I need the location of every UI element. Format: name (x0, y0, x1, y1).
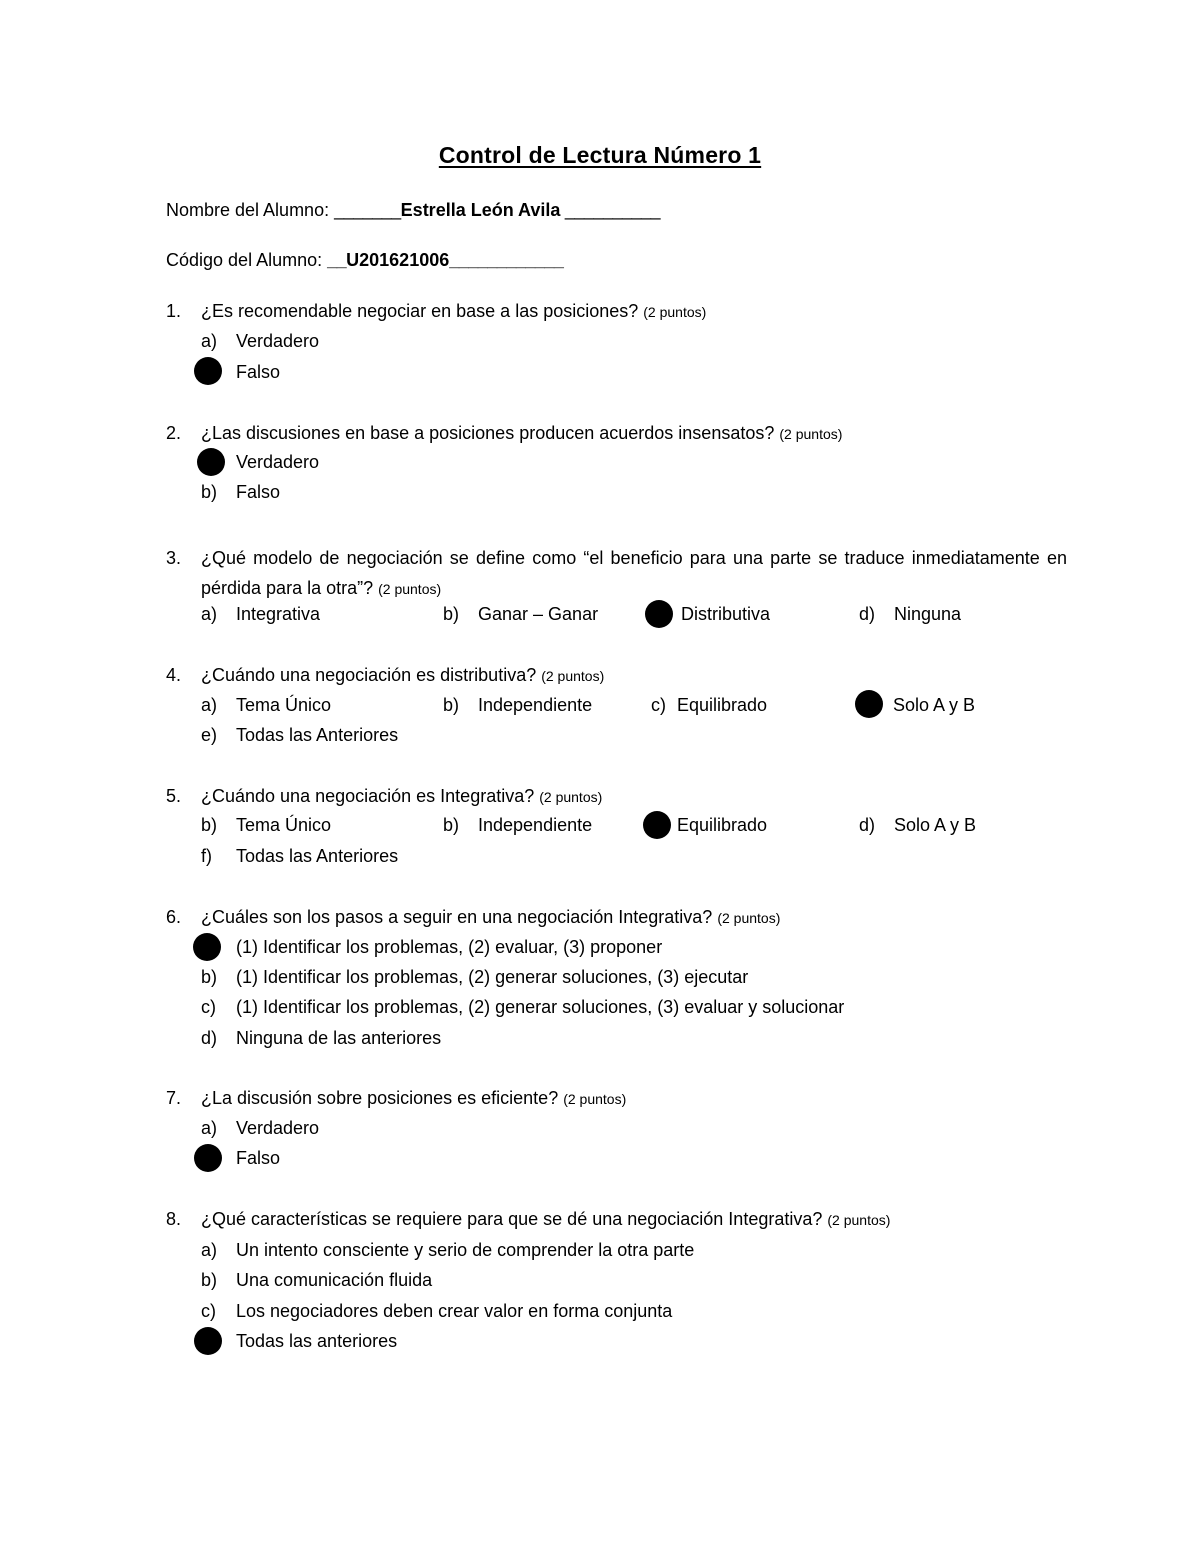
question-text: ¿Es recomendable negociar en base a las posiciones? (201, 301, 644, 321)
option-letter: b) (201, 1270, 218, 1290)
question-4 (166, 664, 604, 687)
student-code-field (166, 250, 563, 271)
question-6 (166, 906, 780, 929)
student-name-field (166, 200, 660, 221)
q6-option-a[interactable] (201, 936, 662, 958)
q5-option-e[interactable] (201, 845, 398, 867)
question-text: ¿Cuándo una negociación es distributiva? (201, 665, 542, 685)
option-text: Una comunicación fluida (236, 1270, 433, 1290)
student-name-underline: _______ (334, 200, 401, 220)
q3-option-b[interactable] (443, 603, 598, 625)
option-text: Falso (236, 1148, 281, 1168)
question-8 (166, 1208, 890, 1231)
question-text: ¿Cuáles son los pasos a seguir en una negociación Integrativa? (201, 907, 718, 927)
option-text: Solo A y B (894, 815, 977, 835)
option-letter: a) (201, 331, 218, 351)
student-code-label: Código del Alumno: (166, 250, 328, 270)
question-7 (166, 1087, 626, 1110)
question-points: (2 puntos) (541, 668, 605, 684)
option-letter: f) (201, 846, 212, 866)
student-name-label: Nombre del Alumno: (166, 200, 335, 220)
option-text: Verdadero (236, 1118, 320, 1138)
question-points: (2 puntos) (717, 910, 781, 926)
option-letter: b) (201, 967, 218, 987)
question-points: (2 puntos) (539, 789, 603, 805)
student-code-underline: __ (327, 250, 347, 270)
q2-option-a[interactable] (201, 451, 319, 473)
q8-option-b[interactable] (201, 1269, 432, 1291)
option-letter: b) (443, 695, 460, 715)
question-text: ¿La discusión sobre posiciones es eficiente? (201, 1088, 564, 1108)
q4-option-c[interactable] (651, 694, 767, 716)
option-text: (1) Identificar los problemas, (2) generar soluciones, (3) ejecutar (236, 967, 749, 987)
option-letter: d) (859, 815, 876, 835)
question-points: (2 puntos) (563, 1091, 627, 1107)
question-number: 4. (166, 665, 182, 685)
q7-option-a[interactable] (201, 1117, 319, 1139)
q3-option-c[interactable] (681, 603, 770, 625)
question-number: 2. (166, 423, 182, 443)
option-text: Tema Único (236, 695, 332, 715)
question-number: 5. (166, 786, 182, 806)
option-text: Verdadero (236, 452, 320, 472)
q3-option-a[interactable] (201, 603, 320, 625)
question-number: 3. (166, 548, 182, 568)
option-letter: a) (201, 604, 218, 624)
option-letter: c) (651, 695, 666, 715)
question-text: ¿Cuándo una negociación es Integrativa? (201, 786, 540, 806)
q8-option-c[interactable] (201, 1300, 672, 1322)
option-text: Independiente (478, 815, 593, 835)
option-text: Falso (236, 482, 281, 502)
option-letter: e) (201, 725, 218, 745)
question-points: (2 puntos) (779, 426, 843, 442)
page-title: Control de Lectura Número 1 (438, 142, 762, 168)
selected-answer-mark-icon (645, 600, 673, 628)
question-5 (166, 785, 602, 808)
question-2 (166, 422, 842, 445)
option-text: Ganar – Ganar (478, 604, 599, 624)
option-text: Ninguna (894, 604, 962, 624)
option-text: Verdadero (236, 331, 320, 351)
option-text: Distributiva (681, 604, 771, 624)
question-points: (2 puntos) (827, 1212, 891, 1228)
option-letter: a) (201, 1118, 218, 1138)
option-letter: b) (201, 482, 218, 502)
option-letter: d) (859, 604, 876, 624)
option-text: (1) Identificar los problemas, (2) evaluar, (3) proponer (236, 937, 663, 957)
q6-option-b[interactable] (201, 966, 748, 988)
student-code-underline-end: ____________ (449, 250, 564, 270)
option-text: Independiente (478, 695, 593, 715)
q7-option-b[interactable] (201, 1147, 280, 1169)
question-text: ¿Qué modelo de negociación se define como “el beneficio para una parte se traduce inmediatamente en pérdida para la otra”? (201, 548, 1067, 598)
question-points: (2 puntos) (378, 581, 442, 597)
option-letter: b) (201, 815, 218, 835)
option-text: (1) Identificar los problemas, (2) generar soluciones, (3) evaluar y solucionar (236, 997, 845, 1017)
q1-option-a[interactable] (201, 330, 319, 352)
q3-option-d[interactable] (859, 603, 961, 625)
student-name-underline-end: __________ (560, 200, 661, 220)
question-number: 7. (166, 1088, 182, 1108)
student-code-value: U201621006 (346, 250, 450, 270)
question-3 (166, 543, 1067, 604)
q6-option-c[interactable] (201, 996, 844, 1018)
selected-answer-mark-icon (643, 811, 671, 839)
q5-option-c[interactable] (677, 814, 767, 836)
q5-option-a[interactable] (201, 814, 331, 836)
option-text: Integrativa (236, 604, 321, 624)
q4-option-e[interactable] (201, 724, 398, 746)
option-letter: b) (443, 604, 460, 624)
option-text: Equilibrado (677, 815, 768, 835)
option-text: Todas las Anteriores (236, 846, 399, 866)
option-text: Todas las anteriores (236, 1331, 398, 1351)
q8-option-d[interactable] (201, 1330, 397, 1352)
question-number: 1. (166, 301, 182, 321)
student-name-value: Estrella León Avila (400, 200, 561, 220)
option-text: Tema Único (236, 815, 332, 835)
option-text: Ninguna de las anteriores (236, 1028, 442, 1048)
option-letter: a) (201, 695, 218, 715)
option-text: Solo A y B (893, 695, 976, 715)
q1-option-b[interactable] (201, 361, 280, 383)
option-text: Todas las Anteriores (236, 725, 399, 745)
q5-option-b[interactable] (443, 814, 592, 836)
question-number: 6. (166, 907, 182, 927)
question-text: ¿Qué características se requiere para que se dé una negociación Integrativa? (201, 1209, 828, 1229)
question-points: (2 puntos) (643, 304, 707, 320)
option-text: Un intento consciente y serio de comprender la otra parte (236, 1240, 695, 1260)
option-letter: a) (201, 1240, 218, 1260)
question-number: 8. (166, 1209, 182, 1229)
q4-option-d[interactable] (893, 694, 975, 716)
q8-option-a[interactable] (201, 1239, 694, 1261)
q5-option-d[interactable] (859, 814, 976, 836)
q6-option-d[interactable] (201, 1027, 441, 1049)
q4-option-a[interactable] (201, 694, 331, 716)
option-text: Los negociadores deben crear valor en forma conjunta (236, 1301, 673, 1321)
q4-option-b[interactable] (443, 694, 592, 716)
option-letter: c) (201, 997, 216, 1017)
q2-option-b[interactable] (201, 481, 280, 503)
question-1 (166, 300, 706, 323)
option-text: Equilibrado (677, 695, 768, 715)
question-text: ¿Las discusiones en base a posiciones producen acuerdos insensatos? (201, 423, 780, 443)
option-letter: d) (201, 1028, 218, 1048)
option-text: Falso (236, 362, 281, 382)
option-letter: b) (443, 815, 460, 835)
selected-answer-mark-icon (855, 690, 883, 718)
option-letter: c) (201, 1301, 216, 1321)
